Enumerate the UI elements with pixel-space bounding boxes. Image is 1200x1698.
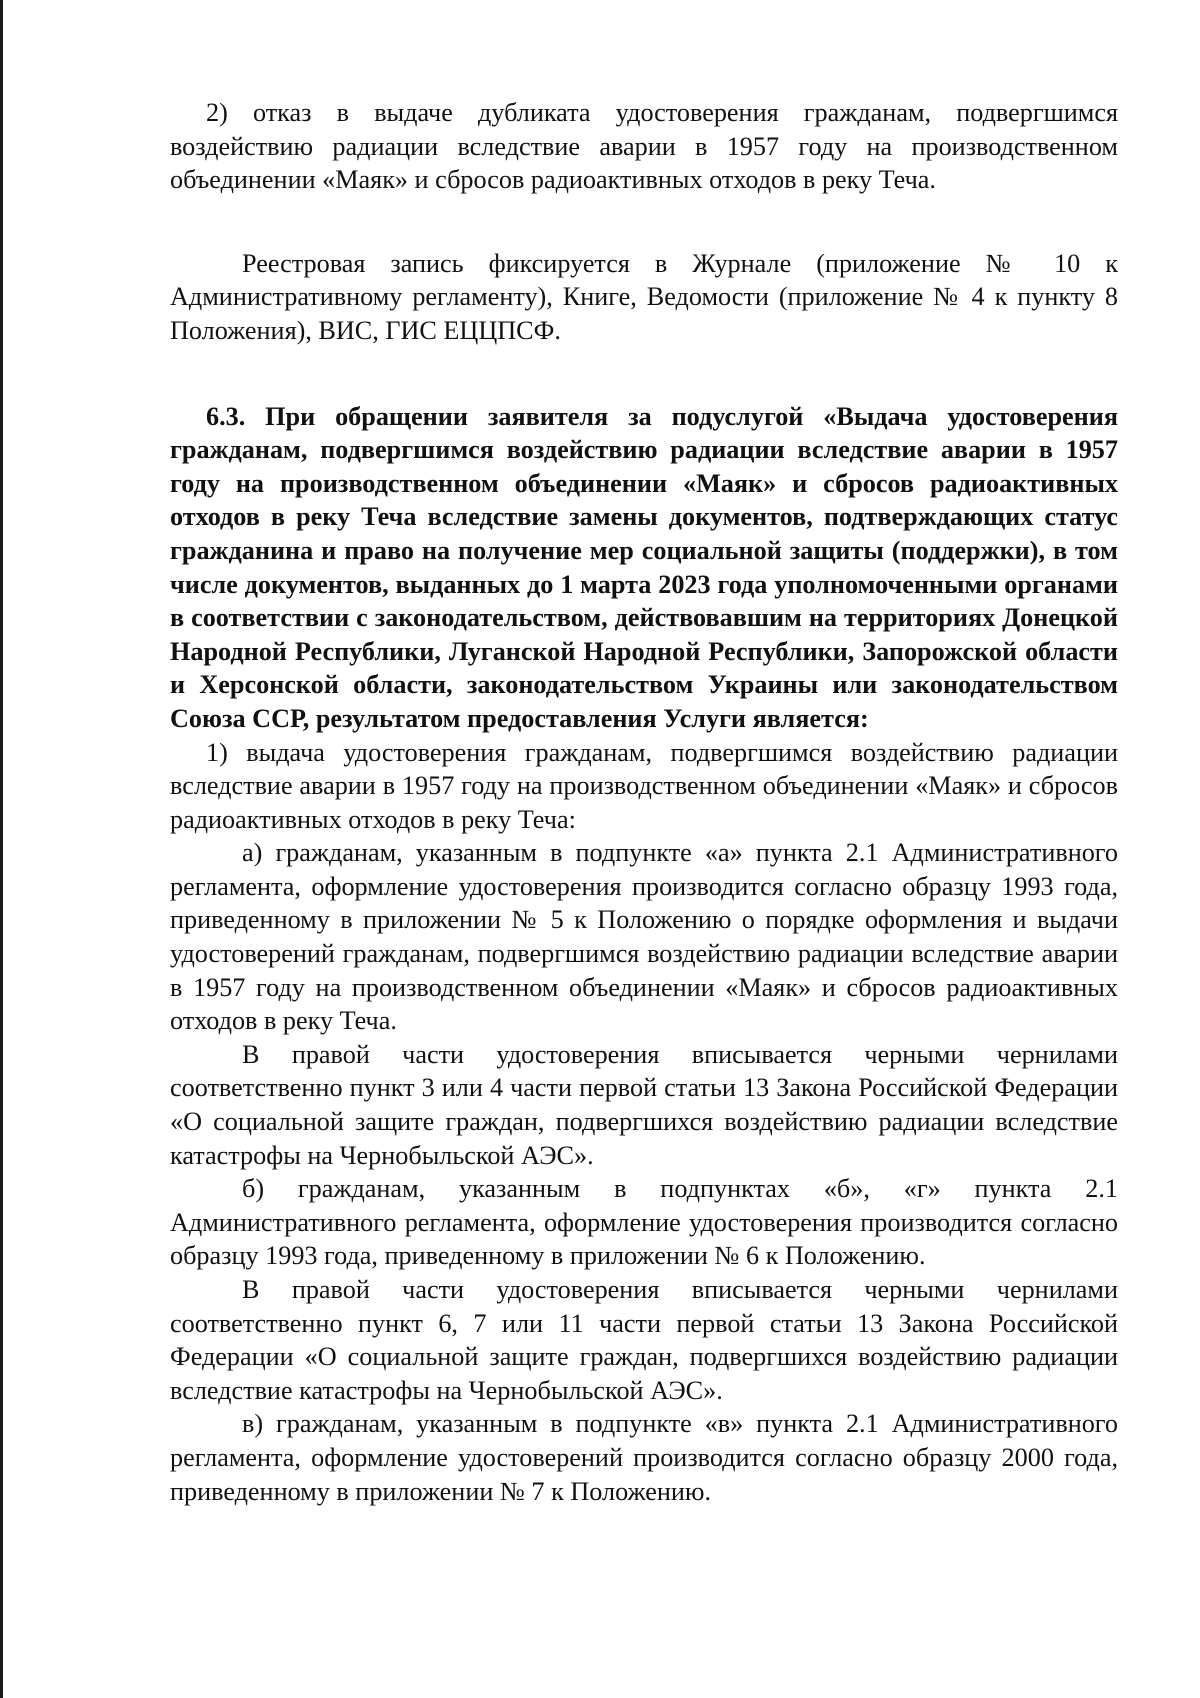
- document-page: [170, 96, 1118, 1508]
- scan-left-edge: [0, 0, 3, 1698]
- paragraph-subitem-v: в) гражданам, указанным в подпункте «в» пункта 2.1 Административного регламента, оформление удостоверений производится согласно образцу 2000 года, приведенному в приложении № 7 к Положению.: [170, 1409, 1118, 1506]
- section-6-3-heading: 6.3. При обращении заявителя за подуслугой «Выдача удостоверения гражданам, подвергшимся воздействию радиации вследствие аварии в 1957 году на производственном объединении «Маяк» и сбросов радиоактивных отходов в реку Теча вследствие замены документов, подтверждающих статус гражданина и право на получение мер социальной защиты (поддержки), в том числе документов, выданных до 1 марта 2023 года уполномоченными органами в соответствии с законодательством, действовавшим на территориях Донецкой Народной Республики, Луганской Народной Республики, Запорожской области и Херсонской области, законодательством Украины или законодательством Союза ССР, результатом предоставления Услуги является:: [170, 401, 1118, 733]
- paragraph-subitem-a-note: В правой части удостоверения вписывается черными чернилами соответственно пункт 3 или 4 части первой статьи 13 Закона Российской Федерации «О социальной защите граждан, подвергшихся воздействию радиации вследствие катастрофы на Чернобыльской АЭС».: [170, 1039, 1118, 1170]
- paragraph-subitem-a: а) гражданам, указанным в подпункте «а» пункта 2.1 Административного регламента, оформление удостоверения производится согласно образцу 1993 года, приведенному в приложении № 5 к Положению о порядке оформления и выдачи удостоверений гражданам, подвергшимся воздействию радиации вследствие аварии в 1957 году на производственном объединении «Маяк» и сбросов радиоактивных отходов в реку Теча.: [170, 838, 1118, 1036]
- paragraph-item-2-refusal: 2) отказ в выдаче дубликата удостоверения гражданам, подвергшимся воздействию радиации вследствие аварии в 1957 году на производственном объединении «Маяк» и сбросов радиоактивных отходов в реку Теча.: [170, 98, 1118, 195]
- paragraph-registry-record: Реестровая запись фиксируется в Журнале (приложение № 10 к Административному регламенту), Книге, Ведомости (приложение № 4 к пункту 8 Положения), ВИС, ГИС ЕЦЦПСФ.: [170, 248, 1118, 345]
- paragraph-subitem-b: б) гражданам, указанным в подпунктах «б», «г» пункта 2.1 Административного регламента, оформление удостоверения производится согласно образцу 1993 года, приведенному в приложении № 6 к Положению.: [170, 1174, 1118, 1271]
- spacer: [170, 348, 1118, 400]
- paragraph-subitem-b-note: В правой части удостоверения вписывается черными чернилами соответственно пункт 6, 7 или 11 части первой статьи 13 Закона Российской Федерации «О социальной защите граждан, подвергшихся воздействию радиации вследствие катастрофы на Чернобыльской АЭС».: [170, 1275, 1118, 1405]
- spacer: [170, 197, 1118, 247]
- paragraph-item-1-issue: 1) выдача удостоверения гражданам, подвергшимся воздействию радиации вследствие аварии в 1957 году на производственном объединении «Маяк» и сбросов радиоактивных отходов в реку Теча:: [170, 737, 1118, 834]
